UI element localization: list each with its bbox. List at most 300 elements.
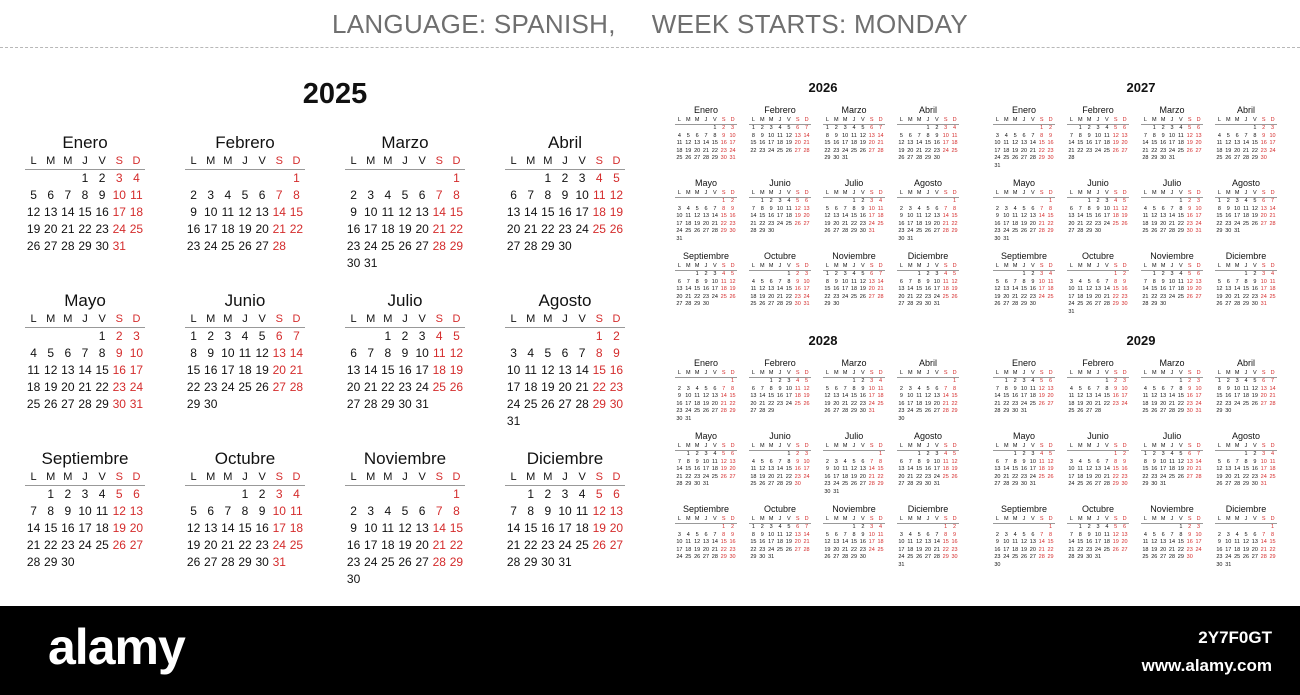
day-cell: 9 <box>704 278 708 285</box>
day-cell: 27 <box>1003 301 1010 308</box>
month-name: Abril <box>1236 358 1255 368</box>
day-cell: 13 <box>933 393 940 400</box>
day-cell: 11 <box>916 213 922 220</box>
day-cell: 23 <box>859 220 866 227</box>
day-cell: 14 <box>221 521 235 535</box>
day-cell: 14 <box>942 393 949 400</box>
day-cell: 26 <box>1251 220 1258 227</box>
day-cell: 26 <box>1151 408 1158 415</box>
day-cell: 31 <box>868 408 875 415</box>
day-cell: 18 <box>685 546 692 553</box>
month-name: Marzo <box>1159 105 1185 115</box>
day-cell: 2 <box>1152 451 1156 457</box>
day-cell: 5 <box>47 346 55 360</box>
day-cell: 7 <box>81 346 89 360</box>
day-cell: 2 <box>350 188 357 202</box>
day-cell: 17 <box>702 466 710 473</box>
day-cell: 21 <box>711 220 718 227</box>
day-cell: 28 <box>842 554 849 561</box>
day-cell: 20 <box>1029 546 1036 553</box>
day-cell: 30 <box>1225 228 1232 235</box>
day-cell: 11 <box>777 531 783 538</box>
day-cell: 16 <box>1225 393 1232 400</box>
day-cell: 24 <box>868 220 875 227</box>
day-cell: 22 <box>916 293 923 300</box>
day-cell: 6 <box>1226 278 1230 285</box>
day-cell: 31 <box>685 415 692 422</box>
day-cell: 11 <box>877 205 884 212</box>
day-cell: 15 <box>524 521 538 535</box>
month-diciembre-2027 <box>1215 250 1277 309</box>
day-cell: 18 <box>1103 539 1110 546</box>
day-cell: 7 <box>843 385 847 392</box>
weekday-letter: S <box>1113 263 1118 269</box>
day-cell: 10 <box>129 346 144 360</box>
day-cell: 16 <box>794 466 801 473</box>
day-cell: 31 <box>833 488 840 495</box>
day-cell: 28 <box>1260 554 1267 561</box>
day-cell: 21 <box>61 222 75 236</box>
empty-cell <box>431 170 448 187</box>
day-cell: 26 <box>26 239 41 253</box>
day-cell: 30 <box>1225 408 1232 415</box>
day-cell: 18 <box>1112 213 1119 220</box>
empty-cell <box>1250 524 1259 532</box>
day-cell: 5 <box>722 451 726 457</box>
day-cell: 21 <box>221 538 235 552</box>
day-cell: 23 <box>720 147 727 154</box>
month-name: Enero <box>1011 105 1037 115</box>
day-cell: 9 <box>899 393 903 400</box>
day-cell: 12 <box>592 504 606 518</box>
day-cell: 26 <box>785 147 792 154</box>
day-cell: 2 <box>935 125 939 131</box>
weekday-letter: M <box>206 471 216 483</box>
day-cell: 6 <box>713 385 717 392</box>
weekday-letter: S <box>1113 190 1118 196</box>
day-cell: 1 <box>81 171 89 185</box>
weekday-letter: J <box>1170 370 1174 376</box>
day-cell: 3 <box>1170 271 1174 277</box>
day-cell: 13 <box>833 213 840 220</box>
day-cell: 12 <box>449 346 464 360</box>
empty-cell <box>1020 125 1029 133</box>
month-name: Abril <box>547 133 582 152</box>
weekday-letter: L <box>190 471 197 483</box>
day-cell: 16 <box>398 363 412 377</box>
day-cell: 6 <box>1096 458 1100 465</box>
weekday-letter: D <box>612 313 621 325</box>
empty-cell <box>1159 378 1168 386</box>
day-cell: 29 <box>759 228 766 235</box>
day-grid <box>25 170 145 255</box>
day-cell: 12 <box>1012 140 1019 147</box>
day-cell: 17 <box>842 140 849 147</box>
day-cell: 17 <box>1121 393 1128 400</box>
weekday-header <box>1215 515 1277 524</box>
weekday-header <box>25 470 145 486</box>
day-cell: 29 <box>1077 554 1084 561</box>
weekday-letter: M <box>694 117 700 123</box>
day-grid <box>345 486 465 588</box>
day-cell: 22 <box>1003 400 1010 407</box>
day-cell: 25 <box>289 538 304 552</box>
day-cell: 25 <box>776 546 784 553</box>
day-cell: 19 <box>685 147 692 154</box>
empty-cell <box>1037 524 1046 532</box>
day-cell: 13 <box>1160 213 1167 220</box>
month-name: Junio <box>769 431 791 441</box>
weekday-letter: J <box>1096 516 1100 522</box>
day-cell: 27 <box>1121 546 1128 553</box>
weekday-letter: V <box>1253 117 1257 123</box>
weekday-letter: D <box>804 443 809 449</box>
day-cell: 13 <box>907 140 914 147</box>
day-cell: 30 <box>994 561 1001 568</box>
empty-cell <box>702 125 711 133</box>
day-cell: 8 <box>825 278 829 285</box>
weekday-letter: S <box>1187 370 1192 376</box>
day-cell: 8 <box>1105 385 1109 392</box>
day-cell: 8 <box>190 346 197 360</box>
weekday-letter: V <box>861 516 865 522</box>
day-cell: 20 <box>933 400 940 407</box>
weekday-letter: J <box>1096 370 1100 376</box>
day-cell: 19 <box>592 521 606 535</box>
day-cell: 3 <box>418 329 426 343</box>
day-cell: 30 <box>398 397 412 411</box>
day-cell: 11 <box>777 132 783 139</box>
day-cell: 9 <box>1253 458 1257 465</box>
day-cell: 2 <box>899 385 903 392</box>
day-cell: 27 <box>1225 301 1232 308</box>
day-cell: 19 <box>1251 213 1258 220</box>
empty-cell <box>1159 198 1168 206</box>
weekday-header <box>897 262 959 271</box>
day-cell: 12 <box>694 539 701 546</box>
day-cell: 1 <box>1087 198 1091 204</box>
day-cell: 26 <box>449 380 464 394</box>
weekday-letter: D <box>730 516 735 522</box>
weekday-letter: L <box>1069 117 1073 123</box>
day-cell: 2 <box>115 329 123 343</box>
day-cell: 3 <box>81 487 89 501</box>
month-name: Junio <box>769 178 791 188</box>
day-cell: 16 <box>1225 213 1232 220</box>
day-cell: 8 <box>1078 132 1082 139</box>
empty-cell <box>1085 271 1094 279</box>
empty-cell <box>76 328 93 345</box>
empty-cell <box>758 378 767 386</box>
day-cell: 30 <box>676 415 683 422</box>
day-cell: 3 <box>1235 198 1239 204</box>
day-cell: 1 <box>787 271 791 277</box>
weekday-header <box>675 369 737 378</box>
day-cell: 24 <box>506 397 521 411</box>
day-cell: 12 <box>1020 539 1028 546</box>
weekday-letter: D <box>1122 263 1127 269</box>
month-mayo-2028 <box>675 430 737 489</box>
day-cell: 14 <box>1242 140 1250 147</box>
empty-cell <box>693 125 702 133</box>
empty-cell <box>345 486 362 503</box>
weekday-header <box>993 369 1055 378</box>
weekday-header <box>1067 442 1129 451</box>
weekday-letter: D <box>952 370 957 376</box>
day-cell: 22 <box>685 473 692 480</box>
weekday-letter: L <box>995 516 999 522</box>
day-cell: 25 <box>907 554 914 561</box>
day-cell: 27 <box>833 228 840 235</box>
weekday-letter: D <box>132 471 141 483</box>
day-cell: 31 <box>907 235 914 242</box>
day-cell: 25 <box>685 228 692 235</box>
weekday-letter: J <box>1244 370 1248 376</box>
day-cell: 18 <box>1142 546 1149 553</box>
weekday-header <box>675 116 737 125</box>
day-cell: 12 <box>898 140 905 147</box>
day-cell: 17 <box>868 393 875 400</box>
weekday-header <box>749 515 811 524</box>
day-cell: 7 <box>30 504 37 518</box>
day-cell: 2 <box>995 205 999 212</box>
day-cell: 30 <box>112 397 126 411</box>
weekday-letter: J <box>926 190 930 196</box>
month-name: Enero <box>1011 358 1037 368</box>
day-grid <box>1067 198 1129 236</box>
weekday-letter: J <box>926 516 930 522</box>
month-noviembre-2026 <box>823 250 885 309</box>
month-agosto-2027 <box>1215 177 1277 236</box>
day-cell: 6 <box>796 125 800 131</box>
day-cell: 8 <box>1244 278 1248 285</box>
day-cell: 25 <box>850 147 858 154</box>
empty-cell <box>906 524 915 532</box>
weekday-letter: M <box>842 263 848 269</box>
day-cell: 6 <box>1004 278 1008 285</box>
weekday-header <box>749 369 811 378</box>
day-grid <box>823 378 885 416</box>
day-cell: 27 <box>609 538 624 552</box>
day-cell: 4 <box>578 487 586 501</box>
day-cell: 28 <box>842 408 849 415</box>
day-cell: 28 <box>776 481 784 488</box>
day-cell: 14 <box>1068 140 1075 147</box>
weekday-letter: M <box>46 471 56 483</box>
weekday-letter: M <box>759 117 765 123</box>
day-cell: 11 <box>942 458 949 465</box>
day-cell: 9 <box>561 188 569 202</box>
weekday-letter: M <box>685 117 691 123</box>
day-cell: 26 <box>1047 473 1054 480</box>
weekday-letter: M <box>842 190 848 196</box>
day-grid <box>185 170 305 255</box>
day-cell: 27 <box>1225 481 1232 488</box>
day-cell: 29 <box>524 555 538 569</box>
day-cell: 12 <box>1216 286 1223 293</box>
day-cell: 21 <box>868 473 875 480</box>
month-name: Agosto <box>913 431 943 441</box>
weekday-letter: V <box>787 370 791 376</box>
weekday-letter: M <box>543 313 553 325</box>
day-cell: 22 <box>1103 400 1110 407</box>
day-cell: 14 <box>842 539 849 546</box>
weekday-letter: M <box>842 516 848 522</box>
day-cell: 24 <box>1234 220 1241 227</box>
day-cell: 3 <box>805 271 809 277</box>
weekday-letter: M <box>1086 443 1092 449</box>
day-cell: 10 <box>1020 385 1028 392</box>
weekday-letter: V <box>787 263 791 269</box>
day-cell: 9 <box>760 132 764 139</box>
day-cell: 13 <box>1160 539 1167 546</box>
day-cell: 23 <box>676 408 683 415</box>
day-cell: 15 <box>850 539 858 546</box>
weekday-letter: L <box>677 443 681 449</box>
day-cell: 5 <box>1152 205 1156 212</box>
day-cell: 29 <box>850 554 858 561</box>
day-cell: 7 <box>1143 132 1147 139</box>
day-cell: 23 <box>95 222 109 236</box>
day-cell: 2 <box>1114 378 1118 384</box>
empty-cell <box>1085 451 1094 459</box>
day-cell: 23 <box>186 239 201 253</box>
day-cell: 30 <box>1121 481 1128 488</box>
day-cell: 17 <box>1029 466 1036 473</box>
day-cell: 8 <box>926 132 930 139</box>
day-cell: 19 <box>1151 400 1158 407</box>
day-cell: 23 <box>898 228 905 235</box>
month-name: Mayo <box>64 291 106 310</box>
day-cell: 30 <box>933 155 940 162</box>
day-cell: 20 <box>868 140 875 147</box>
weekday-letter: V <box>1179 370 1183 376</box>
day-cell: 24 <box>868 400 875 407</box>
day-cell: 17 <box>1020 393 1028 400</box>
day-cell: 13 <box>1029 539 1036 546</box>
day-cell: 13 <box>1234 140 1241 147</box>
day-cell: 9 <box>1152 458 1156 465</box>
weekday-letter: M <box>1234 117 1240 123</box>
month-abril-2027 <box>1215 104 1277 163</box>
day-cell: 24 <box>1121 400 1128 407</box>
day-cell: 7 <box>704 132 708 139</box>
empty-cell <box>749 451 758 459</box>
weekday-letter: M <box>1225 370 1231 376</box>
day-cell: 18 <box>842 473 849 480</box>
day-cell: 13 <box>702 213 710 220</box>
empty-cell <box>1224 271 1233 279</box>
day-cell: 20 <box>702 220 710 227</box>
day-grid <box>993 198 1055 244</box>
day-cell: 14 <box>1103 286 1110 293</box>
day-cell: 5 <box>1013 132 1017 139</box>
day-cell: 3 <box>713 271 717 277</box>
day-cell: 21 <box>1234 473 1241 480</box>
empty-cell <box>684 125 693 133</box>
day-cell: 26 <box>186 555 201 569</box>
day-cell: 13 <box>1260 205 1267 212</box>
day-cell: 16 <box>1086 140 1093 147</box>
month-name: Enero <box>693 358 719 368</box>
day-cell: 4 <box>1078 458 1082 465</box>
day-cell: 26 <box>824 554 831 561</box>
day-cell: 26 <box>794 220 801 227</box>
day-cell: 30 <box>558 239 572 253</box>
empty-cell <box>832 198 841 206</box>
day-cell: 30 <box>859 228 866 235</box>
day-cell: 26 <box>1151 228 1158 235</box>
day-cell: 19 <box>759 293 766 300</box>
weekday-letter: S <box>115 471 123 483</box>
day-cell: 22 <box>1242 473 1250 480</box>
day-cell: 3 <box>1069 278 1073 285</box>
day-cell: 23 <box>1012 400 1019 407</box>
weekday-letter: M <box>1077 516 1083 522</box>
day-cell: 25 <box>1029 400 1036 407</box>
day-cell: 26 <box>803 400 810 407</box>
day-cell: 2 <box>834 271 838 277</box>
day-cell: 27 <box>694 155 701 162</box>
day-cell: 28 <box>907 301 914 308</box>
month-diciembre-2025 <box>505 448 625 571</box>
weekday-letter: V <box>713 190 717 196</box>
weekday-letter: V <box>935 190 939 196</box>
day-cell: 16 <box>541 521 555 535</box>
day-cell: 1 <box>917 271 921 277</box>
day-cell: 28 <box>1012 301 1019 308</box>
weekday-letter: M <box>1086 516 1092 522</box>
day-cell: 7 <box>1105 278 1109 285</box>
day-cell: 9 <box>1123 458 1127 465</box>
weekday-letter: J <box>704 516 708 522</box>
day-grid <box>25 328 145 413</box>
weekday-letter: D <box>952 443 957 449</box>
weekday-letter: D <box>612 471 621 483</box>
empty-cell <box>1102 271 1111 279</box>
weekday-letter: M <box>916 263 922 269</box>
day-cell: 9 <box>1114 385 1118 392</box>
day-cell: 8 <box>98 346 106 360</box>
day-cell: 25 <box>1142 408 1149 415</box>
day-cell: 30 <box>1160 155 1167 162</box>
day-cell: 30 <box>794 481 801 488</box>
day-cell: 11 <box>1077 466 1084 473</box>
day-cell: 30 <box>859 408 866 415</box>
day-cell: 16 <box>833 286 840 293</box>
day-cell: 18 <box>575 521 589 535</box>
weekday-letter: J <box>242 471 248 483</box>
day-cell: 30 <box>1086 554 1093 561</box>
day-cell: 6 <box>995 458 999 465</box>
weekday-letter: J <box>778 263 782 269</box>
weekday-letter: M <box>759 443 765 449</box>
empty-cell <box>906 125 915 133</box>
day-cell: 5 <box>695 205 699 212</box>
month-name: Marzo <box>1159 358 1185 368</box>
day-cell: 10 <box>1195 531 1202 538</box>
day-cell: 14 <box>272 205 286 219</box>
weekday-letter: S <box>1261 117 1266 123</box>
day-cell: 27 <box>729 473 736 480</box>
day-cell: 25 <box>381 555 395 569</box>
day-cell: 12 <box>255 346 269 360</box>
day-cell: 15 <box>877 466 884 473</box>
day-cell: 2 <box>769 198 773 204</box>
day-cell: 10 <box>1234 385 1241 392</box>
day-cell: 7 <box>944 385 948 392</box>
empty-cell <box>767 451 776 459</box>
